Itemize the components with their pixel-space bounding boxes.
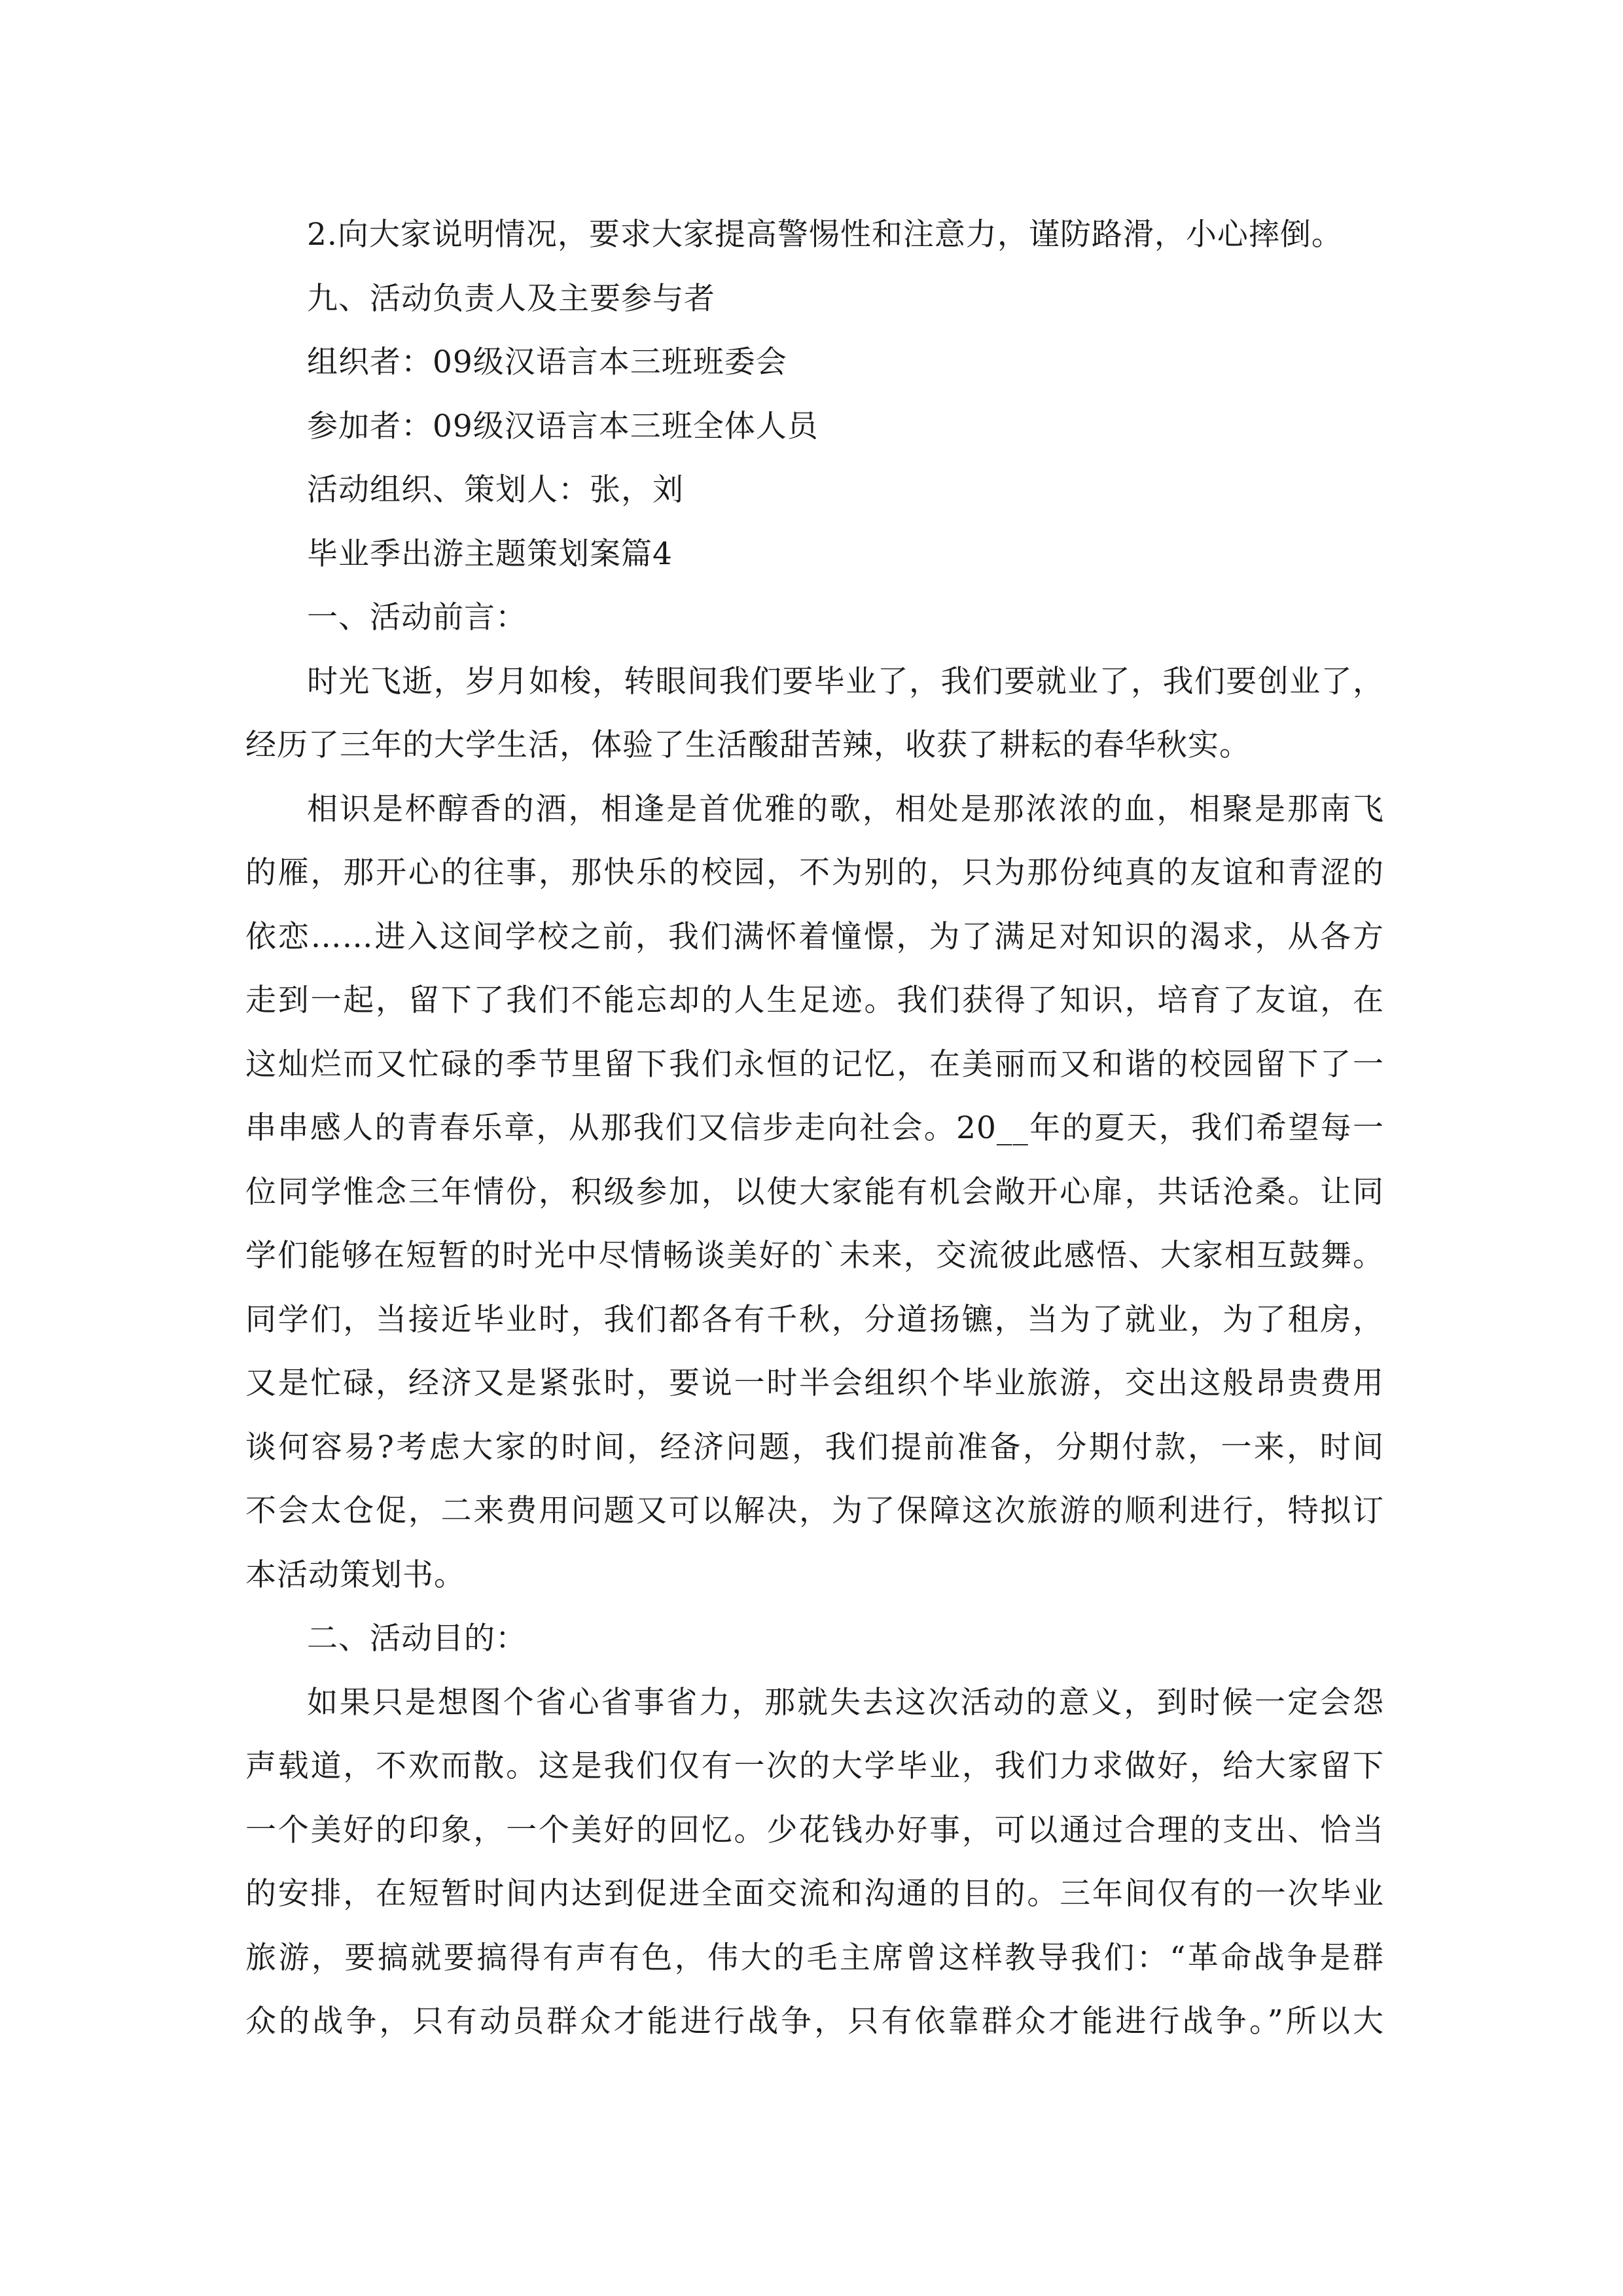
text-line: 本活动策划书。 bbox=[245, 1556, 465, 1593]
text-line: 参加者：09级汉语言本三班全体人员 bbox=[307, 408, 819, 444]
text-line: 学们能够在短暂的时光中尽情畅谈美好的`未来，交流彼此感悟、大家相互鼓舞。 bbox=[245, 1238, 1384, 1274]
text-line: 位同学惟念三年情份，积级参加，以使大家能有机会敞开心扉，共话沧桑。让同 bbox=[245, 1174, 1384, 1210]
text-line: 声载道，不欢而散。这是我们仅有一次的大学毕业，我们力求做好，给大家留下 bbox=[245, 1748, 1384, 1784]
document-body bbox=[245, 203, 1384, 2054]
text-line: 的雁，那开心的往事，那快乐的校园，不为别的，只为那份纯真的友谊和青涩的 bbox=[245, 855, 1384, 891]
text-line: 经历了三年的大学生活，体验了生活酸甜苦辣，收获了耕耘的春华秋实。 bbox=[245, 727, 1251, 763]
text-line: 九、活动负责人及主要参与者 bbox=[307, 280, 715, 317]
text-line: 的安排，在短暂时间内达到促进全面交流和沟通的目的。三年间仅有的一次毕业 bbox=[245, 1876, 1384, 1912]
text-line: 相识是杯醇香的酒，相逢是首优雅的歌，相处是那浓浓的血，相聚是那南飞 bbox=[307, 791, 1384, 827]
text-line: 2.向大家说明情况，要求大家提高警惕性和注意力，谨防路滑，小心摔倒。 bbox=[307, 217, 1343, 253]
text-line: 一、活动前言： bbox=[307, 600, 527, 636]
text-line: 众的战争，只有动员群众才能进行战争，只有依靠群众才能进行战争。”所以大 bbox=[245, 2003, 1384, 2039]
text-line: 一个美好的印象，一个美好的回忆。少花钱办好事，可以通过合理的支出、恰当 bbox=[245, 1812, 1384, 1848]
text-line: 时光飞逝，岁月如梭，转眼间我们要毕业了，我们要就业了，我们要创业了， bbox=[307, 663, 1384, 700]
text-line: 旅游，要搞就要搞得有声有色，伟大的毛主席曾这样教导我们：“革命战争是群 bbox=[245, 1939, 1384, 1976]
text-line: 同学们，当接近毕业时，我们都各有千秋，分道扬镳，当为了就业，为了租房， bbox=[245, 1301, 1384, 1338]
text-line: 走到一起，留下了我们不能忘却的人生足迹。我们获得了知识，培育了友谊，在 bbox=[245, 982, 1384, 1018]
text-line: 依恋……进入这间学校之前，我们满怀着憧憬，为了满足对知识的渴求，从各方 bbox=[245, 918, 1384, 955]
text-line: 不会太仓促，二来费用问题又可以解决，为了保障这次旅游的顺利进行，特拟订 bbox=[245, 1493, 1384, 1529]
text-line: 这灿烂而又忙碌的季节里留下我们永恒的记忆，在美丽而又和谐的校园留下了一 bbox=[245, 1046, 1384, 1083]
text-line: 组织者：09级汉语言本三班班委会 bbox=[307, 344, 787, 380]
text-line: 又是忙碌，经济又是紧张时，要说一时半会组织个毕业旅游，交出这般昂贵费用 bbox=[245, 1365, 1384, 1401]
text-line: 活动组织、策划人：张，刘 bbox=[307, 472, 684, 508]
text-line: 谈何容易?考虑大家的时间，经济问题，我们提前准备，分期付款，一来，时间 bbox=[245, 1429, 1384, 1465]
text-line: 二、活动目的： bbox=[307, 1621, 527, 1657]
text-line: 如果只是想图个省心省事省力，那就失去这次活动的意义，到时候一定会怨 bbox=[307, 1684, 1384, 1721]
text-line: 毕业季出游主题策划案篇4 bbox=[307, 535, 673, 572]
text-line: 串串感人的青春乐章，从那我们又信步走向社会。20__年的夏天，我们希望每一 bbox=[245, 1110, 1384, 1146]
